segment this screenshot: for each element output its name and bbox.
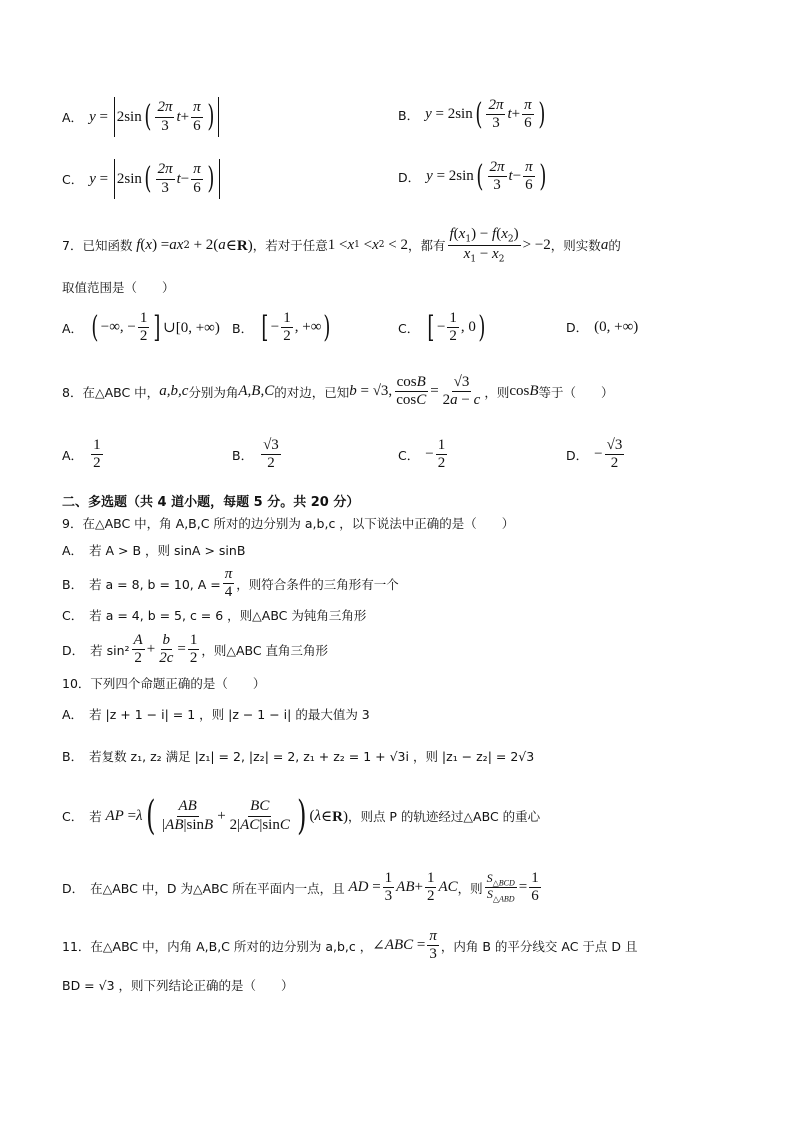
q8-stem: 8． 在△ABC 中， a,b,c 分别为角 A,B,C 的对边，已知 b = √3, $\frac{\cos B}{\cos C}$ = $\frac{√3}{2a - c}$ ，则 cos B 等于（ ） <box>62 374 614 409</box>
q9-option-a[interactable]: A． 若 A > B ，则 sinA > sinB <box>62 543 246 558</box>
q8-option-d[interactable]: D． − $\frac{√3}{2}$ <box>566 437 623 472</box>
q9-stem: 9． 在△ABC 中，角 A,B,C 所对的边分别为 a,b,c ，以下说法中正确的是（ ） <box>62 516 515 531</box>
q7-option-b[interactable]: B． [ − $\frac{1}{2}$ , +∞ ) <box>232 309 331 345</box>
q11-stem-line2: BD = √3 ，则下列结论正确的是（ ） <box>62 978 294 993</box>
q7-stem-line2: 取值范围是（ ） <box>62 280 175 295</box>
q6-option-a[interactable]: A． y = 2sin ( $\frac{2\pi}{3}$ t + $\frac{\pi}{6}$ ) <box>62 97 221 137</box>
option-label: D． <box>398 169 421 185</box>
q10-option-d[interactable]: D． 在△ABC 中，D 为△ABC 所在平面内一点，且 AD = $\frac{1}{3}$ AB + $\frac{1}{2}$ AC ，则 $\frac{S_{\triangle BCD}}{S_{\triangle ABD}}$ = $\frac{1}{6}$ <box>62 870 539 905</box>
q10-option-b[interactable]: B． 若复数 z₁, z₂ 满足 |z₁| = 2, |z₂| = 2, z₁ + z₂ = 1 + √3i ，则 |z₁ − z₂| = 2√3 <box>62 749 535 764</box>
option-label: A． <box>62 110 84 125</box>
section-title: 二、多选题（共 4 道小题，每题 5 分。共 20 分） <box>62 495 360 510</box>
q6-option-d[interactable]: D． y = 2sin ( $\frac{2\pi}{3}$ t − $\frac{\pi}{6}$ ) <box>398 158 547 194</box>
q6-option-b[interactable]: B． y = 2sin ( $\frac{2\pi}{3}$ t + $\frac{\pi}{6}$ ) <box>398 96 545 132</box>
q11-stem: 11． 在△ABC 中，内角 A,B,C 所对的边分别为 a,b,c ， ∠ ABC = $\frac{\pi}{3}$ ，内角 B 的平分线交 AC 于点 D 且 <box>62 928 638 963</box>
q6-option-c[interactable]: C． y = 2sin ( $\frac{2\pi}{3}$ t − $\frac{\pi}{6}$ ) <box>62 159 222 199</box>
q7-option-d[interactable]: D． (0, +∞) <box>566 318 639 335</box>
q7-option-a[interactable]: A． ( −∞, − $\frac{1}{2}$ ] ∪[0, +∞) <box>62 309 220 345</box>
q8-option-c[interactable]: C． − $\frac{1}{2}$ <box>398 437 446 472</box>
q10-option-a[interactable]: A． 若 |z + 1 − i| = 1 ，则 |z − 1 − i| 的最大值为 3 <box>62 707 370 722</box>
q7-option-c[interactable]: C． [ − $\frac{1}{2}$ , 0 ) <box>398 309 486 345</box>
q10-stem: 10． 下列四个命题正确的是（ ） <box>62 676 266 691</box>
q9-option-b[interactable]: B． 若 a = 8, b = 10, A = $\frac{\pi}{4}$ ，则符合条件的三角形有一个 <box>62 566 399 601</box>
q7-stem: 7． 已知函数 f ( x ) = ax 2 + 2( a ∈R) ，若对于任意 1 < x 1 < x 2 < 2 ，都有 $\frac{f(x_1) - f(x_2)}{x_1 - x_2}$ > −2 ，则实数 a 的 <box>62 226 621 265</box>
option-label: C． <box>62 172 84 187</box>
q10-option-c[interactable]: C． 若 AP = λ ( $\frac{AB}{|AB|\sin B}$ + $\frac{BC}{2|AC|\sin C}$ ) ( λ ∈R) ，则点 P 的轨迹经过△ABC 的重心 <box>62 793 541 839</box>
q9-option-c[interactable]: C． 若 a = 4, b = 5, c = 6 ，则△ABC 为钝角三角形 <box>62 608 367 623</box>
option-label: B． <box>398 107 420 123</box>
q8-option-a[interactable]: A． $\frac{1}{2}$ <box>62 437 101 472</box>
q8-option-b[interactable]: B． $\frac{√3}{2}$ <box>232 437 279 472</box>
q9-option-d[interactable]: D． 若 sin² $\frac{A}{2}$ + $\frac{b}{2c}$ = $\frac{1}{2}$ ，则△ABC 直角三角形 <box>62 632 329 667</box>
